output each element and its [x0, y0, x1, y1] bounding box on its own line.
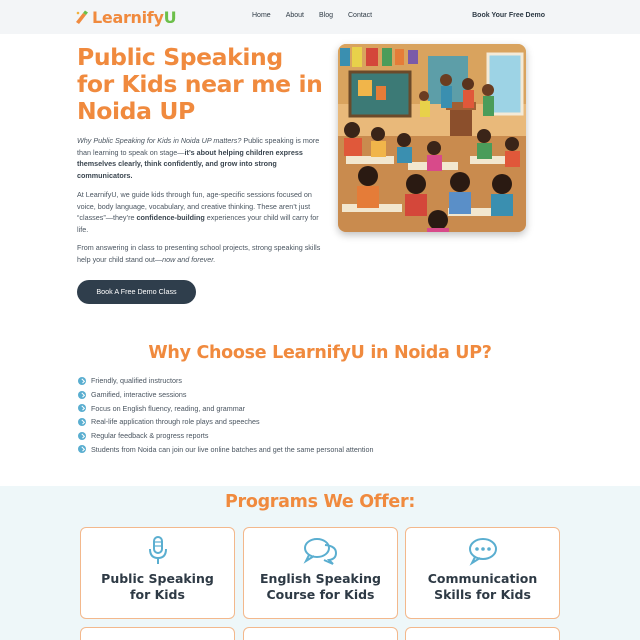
approach-text-a: At LearnifyU, we guide kids through fun, age-specific sessions focused on voice, body language, vocabulary, and creative thinking. These aren’t just “classes”—they’re — [77, 190, 312, 222]
book-demo-button[interactable]: Book A Free Demo Class — [77, 280, 196, 304]
program-card[interactable] — [80, 627, 235, 640]
nav-blog[interactable]: Blog — [318, 12, 333, 19]
pencil-logo-icon — [74, 9, 90, 25]
list-item-text: Focus on English fluency, reading, and grammar — [91, 403, 246, 413]
program-label-line2: for Kids — [130, 587, 185, 602]
book-icon — [81, 636, 234, 640]
approach-paragraph — [77, 189, 331, 235]
list-item — [78, 415, 374, 429]
list-item — [78, 401, 374, 415]
site-header — [0, 0, 640, 34]
benefit-text: From answering in class to presenting school projects, strong speaking skills help your child stand out— — [77, 243, 321, 264]
intro-question: Why Public Speaking for Kids in Noida UP matters? — [77, 136, 242, 145]
program-card[interactable] — [405, 627, 560, 640]
user-icon — [244, 636, 397, 640]
list-item — [78, 374, 374, 388]
list-item — [78, 429, 374, 443]
program-label-line1: Communication — [427, 571, 538, 586]
microphone-icon — [81, 536, 234, 566]
list-item-text: Real-life application through role plays and speeches — [91, 417, 260, 427]
nav-contact[interactable]: Contact — [348, 12, 373, 19]
check-circle-icon — [78, 377, 86, 385]
check-circle-icon — [78, 404, 86, 412]
list-item-text: Gamified, interactive sessions — [91, 390, 187, 400]
program-label-line1: English Speaking — [260, 571, 381, 586]
check-circle-icon — [78, 391, 86, 399]
nav-about[interactable]: About — [285, 12, 304, 19]
chat-bubbles-icon — [244, 536, 397, 566]
program-label-line2: Skills for Kids — [434, 587, 531, 602]
why-section-title: Why Choose LearnifyU in Noida UP? — [148, 343, 492, 363]
approach-text-b: experiences your child will carry for life. — [77, 213, 319, 234]
list-item-text: Students from Noida can join our live online batches and get the same personal attention — [91, 444, 374, 454]
why-list — [78, 374, 374, 456]
list-item-text: Friendly, qualified instructors — [91, 376, 182, 386]
book-demo-link[interactable]: Book Your Free Demo — [472, 12, 545, 19]
intro-emphasis: it’s about helping children express themselves clearly, think confidently, and grow into strong communicators. — [77, 147, 303, 180]
program-card-english-speaking[interactable] — [243, 527, 398, 619]
page-title: Public Speaking for Kids near me in Noida UP — [77, 43, 323, 125]
program-card-label — [244, 571, 397, 603]
check-circle-icon — [78, 432, 86, 440]
program-label-line2: Course for Kids — [266, 587, 375, 602]
program-card[interactable] — [243, 627, 398, 640]
program-card-label — [406, 571, 559, 603]
check-circle-icon — [78, 418, 86, 426]
speech-icon — [406, 636, 559, 640]
logo[interactable] — [74, 6, 176, 28]
check-circle-icon — [78, 445, 86, 453]
program-label-line1: Public Speaking — [101, 571, 214, 586]
list-item — [78, 388, 374, 402]
list-item-text: Regular feedback & progress reports — [91, 431, 209, 441]
list-item — [78, 442, 374, 456]
logo-text: LearnifyU — [92, 7, 177, 27]
classroom-illustration — [338, 44, 526, 232]
intro-paragraph — [77, 135, 331, 181]
benefit-emphasis: now and forever. — [162, 254, 216, 264]
programs-title: Programs We Offer: — [224, 492, 416, 512]
intro-text: Public speaking is more than learning to speak on stage— — [77, 136, 320, 157]
nav-home[interactable]: Home — [252, 12, 271, 19]
main-nav — [252, 12, 387, 19]
benefit-paragraph — [77, 242, 331, 265]
program-card-public-speaking[interactable] — [80, 527, 235, 619]
program-card-label — [81, 571, 234, 603]
program-card-communication[interactable] — [405, 527, 560, 619]
chat-dots-icon — [406, 536, 559, 566]
approach-emphasis: confidence-building — [136, 213, 205, 222]
